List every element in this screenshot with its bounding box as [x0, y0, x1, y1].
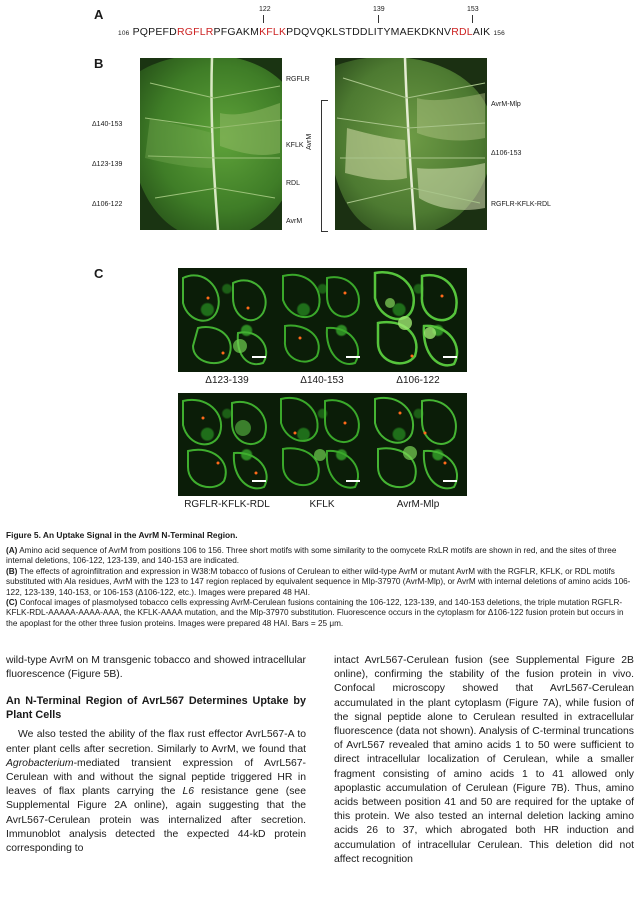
tick-mark-122 [263, 15, 264, 23]
caption-text-a: Amino acid sequence of AvrM from positions 106 to 156. Three short motifs with some similarity to the oomycete RxLR motifs are shown in red, and the sites of three internal deletions, 106-122, 123-139, and 140-153 are indicated. [6, 546, 617, 566]
leaf-label-rgflr: RGFLR [286, 76, 310, 83]
text-run: -mediated transient expression of AvrL567-Cerulean with and without the signal peptide triggered HR in leaves of flax plants carrying the [6, 757, 306, 798]
micrograph-label: Δ140-153 [300, 375, 344, 386]
tick-label-139: 139 [373, 6, 385, 13]
amino-acid-sequence [118, 26, 505, 38]
caption-part-a [6, 546, 634, 567]
seq-part: AIK [472, 26, 491, 38]
motif-kflk: KFLK [259, 26, 287, 38]
leaf-photo-left [140, 58, 282, 230]
caption-text-c: Confocal images of plasmolysed tobacco cells expressing AvrM-Cerulean fusions containing the 106-122, 123-139, and 140-153 deletions, the triple mutation RGFLR-KFLK-RDL-AAAAA-AAAA-AAA, the KFLK-AAAA mutation, and the Mlp-37970 substitution. Fluorescence occurs in the cytoplasm for Δ106-122 fusion protein but occurs in the apoplast for the other three fusion proteins. Images were prepared 48 HAI. Bars = 25 μm. [6, 598, 624, 628]
figure-caption [6, 546, 634, 629]
seq-part: PQPEFD [132, 26, 177, 38]
caption-label-b: (B) [6, 566, 18, 576]
caption-part-c [6, 598, 634, 629]
motif-rgflr: RGFLR [176, 26, 214, 38]
caption-label-c: (C) [6, 598, 18, 608]
text-italic: L6 [182, 786, 195, 798]
tick-label-122: 122 [259, 6, 271, 13]
scale-bar [346, 480, 360, 482]
leaf-left-graphic [140, 58, 282, 230]
scale-bar [346, 356, 360, 358]
bracket-label-avrm: AvrM [306, 133, 313, 150]
leaf-label-d140-153: Δ140-153 [92, 121, 123, 128]
left-column [6, 654, 306, 856]
micrograph-d106-122 [370, 268, 467, 372]
seq-part: PFGAKM [213, 26, 260, 38]
paragraph [6, 728, 306, 856]
motif-rdl: RDL [451, 26, 473, 38]
text-italic: Agrobacterium [6, 757, 74, 769]
micrograph-label: AvrM-Mlp [396, 499, 440, 510]
seq-end-number: 156 [493, 30, 505, 37]
text-run: resistance gene (see Supplemental Figure 2A online), again suggesting that the AvrL567-Cerulean protein was internalized after secretion. Immunoblot analysis detected the expected 44-kD protein corresponding to [6, 786, 306, 855]
micrograph-label: KFLK [309, 499, 335, 510]
leaf-label-rgflr-kflk-rdl: RGFLR-KFLK-RDL [491, 201, 551, 208]
scale-bar [443, 356, 457, 358]
seq-part: PDQVQKLSTDDLITYMAEKDKNV [286, 26, 452, 38]
micrograph-rgflr-kflk-rdl [178, 393, 276, 496]
panel-b-letter: B [94, 56, 104, 71]
bracket [321, 100, 328, 232]
paragraph: wild-type AvrM on M transgenic tobacco and showed intracellular fluorescence (Figure 5B). [6, 655, 306, 681]
text-run: We also tested the ability of the flax rust effector AvrL567-A to enter plant cells after secretion. Similarly to AvrM, we found that [6, 729, 306, 755]
micrograph-label: Δ106-122 [396, 375, 440, 386]
scale-bar [443, 480, 457, 482]
micrograph-d140-153 [275, 268, 370, 372]
scale-bar [252, 480, 266, 482]
micrograph-d123-139 [178, 268, 276, 372]
leaf-photo-right [335, 58, 487, 230]
leaf-right-graphic [335, 58, 487, 230]
tick-mark-139 [378, 15, 379, 23]
leaf-label-rdl: RDL [286, 180, 301, 187]
right-column [334, 654, 634, 867]
paragraph: intact AvrL567-Cerulean fusion (see Supplemental Figure 2B online), confirming the stability of the fusion protein in vivo. Confocal microscopy showed that AvrL567-Cerulean accumulated in the plant cytoplasm (Figure 7A), while fusion of the signal peptide alone to Cerulean resulted in extracellular fluorescence (data not shown). Analysis of C-terminal truncations of AvrL567 revealed that amino acids 1 to 50 were sufficient to direct intracellular localization of Cerulean, while a smaller fragment consisting of amino acids 1 to 41 allowed only apoplastic accumulation of Cerulean (Figure 7B). Thus, amino acids between position 41 and 50 are required for the uptake of this protein. We also tested an internal deletion lacking amino acids 26 to 37, which abrogated both HR induction and accumulation of intracellular Cerulean. This deletion did not affect recognition [334, 655, 634, 865]
leaf-label-avrm: AvrM [286, 218, 303, 225]
leaf-label-d106-122: Δ106-122 [92, 201, 123, 208]
section-heading: An N-Terminal Region of AvrL567 Determines Uptake by Plant Cells [6, 695, 306, 722]
tick-label-153: 153 [467, 6, 479, 13]
leaf-label-d123-139: Δ123-139 [92, 161, 123, 168]
leaf-label-kflk: KFLK [286, 142, 304, 149]
figure-title: Figure 5. An Uptake Signal in the AvrM N-Terminal Region. [6, 530, 238, 540]
micrograph-label: Δ123-139 [205, 375, 249, 386]
seq-start-number: 106 [118, 30, 130, 37]
tick-mark-153 [472, 15, 473, 23]
caption-text-b: The effects of agroinfiltration and expression in W38:M tobacco of fusions of Cerulean to either wild-type AvrM or mutant AvrM with the RGFLR, KFLK, or RDL motifs substituted with Ala residues, AvrM with the 123 to 147 region replaced by equivalent sequence in Mlp-37970 (AvrM-Mlp), or AvrM with internal deletions of amino acids 106-122, 123-139, 140-153, or 106-153 (Δ106-122, etc.). Images were prepared 48 HAI. [6, 566, 631, 597]
caption-label-a: (A) [6, 546, 18, 555]
panel-a-letter: A [94, 7, 104, 22]
panel-c-letter: C [94, 266, 104, 281]
micrograph-avrm-mlp [370, 393, 467, 496]
scale-bar [252, 356, 266, 358]
micrograph-kflk [275, 393, 370, 496]
caption-part-b [6, 567, 634, 598]
micrograph-label: RGFLR-KFLK-RDL [184, 499, 270, 510]
leaf-label-d106-153: Δ106-153 [491, 150, 522, 157]
leaf-label-avrm-mlp: AvrM-Mlp [491, 101, 521, 108]
